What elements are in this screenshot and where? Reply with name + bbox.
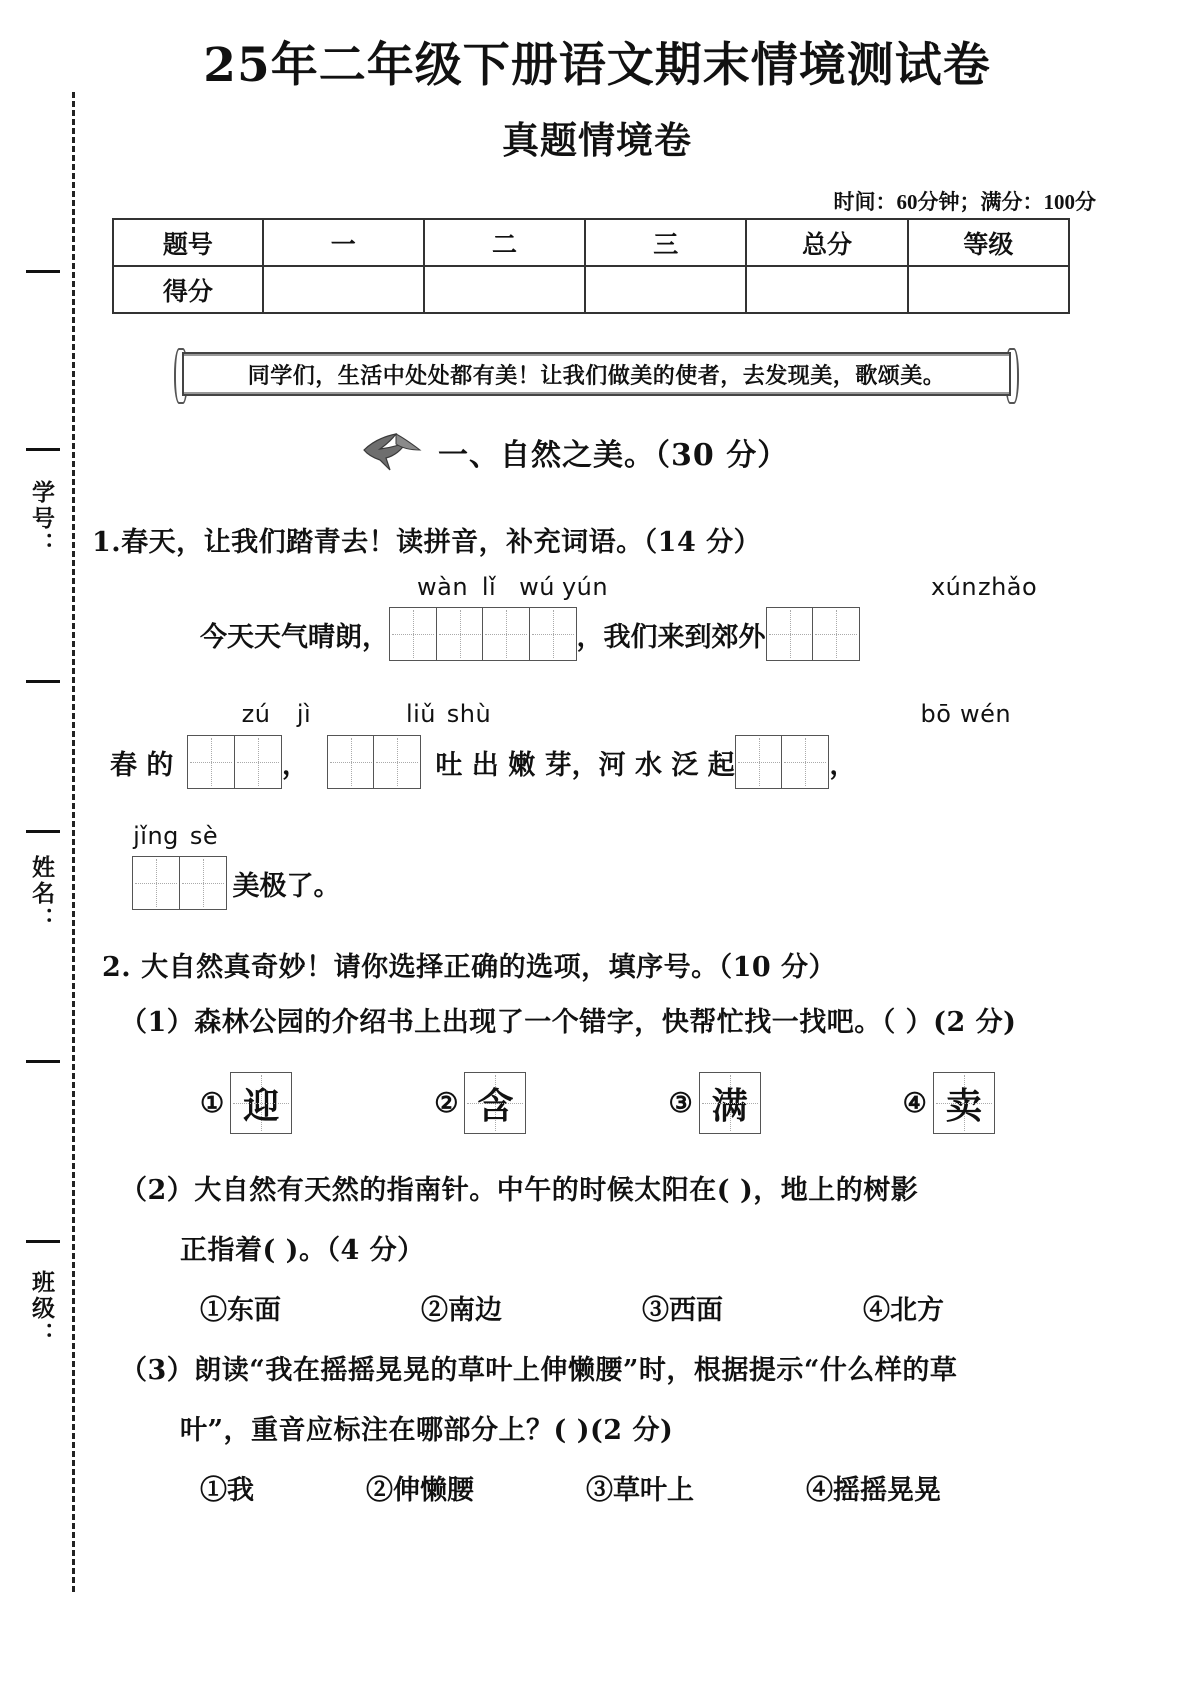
question-2-sub2-options	[200, 1288, 944, 1327]
margin-rule	[26, 1060, 60, 1063]
answer-grid[interactable]	[389, 607, 577, 661]
q1-line1-text-before: 今天天气晴朗，	[200, 621, 389, 653]
option-item[interactable]: ②伸懒腰	[366, 1475, 474, 1506]
answer-grid[interactable]	[735, 735, 830, 789]
grid-cell[interactable]	[529, 607, 577, 661]
q1-line2-text-middle1: ，	[281, 749, 309, 781]
grid-cell[interactable]	[179, 856, 227, 910]
q1-line1	[200, 607, 860, 661]
grid-cell[interactable]	[327, 735, 375, 789]
grid-cell	[699, 1072, 761, 1134]
table-row	[113, 266, 1069, 313]
score-cell[interactable]	[908, 266, 1069, 313]
section-one-heading	[360, 430, 788, 474]
option-item[interactable]	[903, 1072, 995, 1134]
option-item[interactable]	[200, 1072, 292, 1134]
page-title: 25年二年级下册语文期末情境测试卷	[203, 38, 991, 93]
option-label: ③	[668, 1087, 693, 1119]
option-item[interactable]: ③西面	[642, 1295, 723, 1326]
answer-grid[interactable]	[766, 607, 861, 661]
pinyin-syllable: wú	[519, 573, 555, 601]
grid-cell[interactable]	[436, 607, 484, 661]
q1-line2-pinyin-a	[232, 700, 328, 728]
question-2-sub1-options	[200, 1072, 995, 1134]
pinyin-syllable: zú	[241, 700, 271, 728]
question-2-prompt: 2. 大自然真奇妙！请你选择正确的选项，填序号。（10 分）	[102, 952, 837, 983]
option-char: 含	[477, 1084, 514, 1127]
q1-line3-text-after: 美极了。	[232, 870, 341, 902]
exam-page	[92, 0, 1191, 1684]
banner-text: 同学们，生活中处处都有美！让我们做美的使者，去发现美，歌颂美。	[247, 362, 946, 389]
dashed-cut-line	[72, 92, 75, 1592]
grid-cell[interactable]	[812, 607, 860, 661]
pinyin-syllable: zhǎo	[978, 573, 1038, 601]
option-char: 满	[711, 1084, 748, 1127]
question-2-sub1-text: （1）森林公园的介绍书上出现了一个错字，快帮忙找一找吧。（ ）(2 分)	[120, 1007, 1017, 1038]
q1-line2-pinyin-c	[912, 700, 1012, 728]
pinyin-syllable: xún	[930, 573, 978, 601]
student-name-label: 姓名：	[29, 855, 54, 933]
answer-grid[interactable]	[327, 735, 422, 789]
section-one-label: 一、自然之美。（30 分）	[438, 438, 789, 473]
pinyin-syllable: bō	[920, 700, 952, 728]
pinyin-syllable: jǐng	[133, 822, 179, 850]
grid-cell[interactable]	[766, 607, 814, 661]
q1-line2-text-before: 春 的	[110, 749, 174, 781]
grid-cell[interactable]	[735, 735, 783, 789]
option-item[interactable]: ①我	[200, 1475, 254, 1506]
option-label: ②	[434, 1087, 459, 1119]
option-char-box	[699, 1072, 761, 1134]
student-id-label: 学号：	[29, 480, 54, 558]
option-label: ①	[200, 1087, 225, 1119]
grid-cell	[230, 1072, 292, 1134]
margin-rule	[26, 270, 60, 273]
margin-rule	[26, 830, 60, 833]
grid-cell[interactable]	[187, 735, 235, 789]
score-table-col-grade: 等级	[908, 219, 1069, 266]
pinyin-syllable: wén	[960, 700, 1012, 728]
option-char: 卖	[945, 1084, 982, 1127]
option-item[interactable]: ③草叶上	[586, 1475, 694, 1506]
class-label: 班级：	[29, 1270, 54, 1348]
option-item[interactable]: ②南边	[421, 1295, 502, 1326]
pinyin-syllable: shù	[446, 700, 492, 728]
score-cell[interactable]	[263, 266, 424, 313]
score-cell[interactable]	[424, 266, 585, 313]
q1-line1-pinyin-b	[930, 573, 1038, 601]
option-label: ④	[902, 1087, 927, 1119]
option-char-box	[464, 1072, 526, 1134]
pinyin-syllable: sè	[189, 822, 219, 850]
binding-margin	[0, 0, 92, 1684]
option-item[interactable]: ④北方	[863, 1295, 944, 1326]
q1-line2-text-middle2: 吐 出 嫩 芽，河 水 泛 起	[435, 749, 735, 781]
q1-line2	[110, 735, 856, 789]
q1-line3	[132, 856, 341, 910]
q1-line2-text-after: ，	[829, 749, 857, 781]
answer-grid[interactable]	[187, 735, 282, 789]
scroll-banner	[174, 348, 1019, 400]
q1-line1-text-middle: ，我们来到郊外	[576, 621, 766, 653]
pinyin-syllable: liǔ	[405, 700, 437, 728]
pinyin-syllable: jì	[296, 700, 312, 728]
pinyin-syllable: yún	[561, 573, 609, 601]
swallow-bird-icon	[360, 430, 424, 474]
q1-line2-pinyin-b	[397, 700, 493, 728]
score-cell[interactable]	[585, 266, 746, 313]
q1-line3-pinyin	[132, 822, 228, 850]
margin-rule	[26, 680, 60, 683]
score-table-col-total: 总分	[746, 219, 907, 266]
question-2-sub3-options	[200, 1468, 941, 1507]
banner-body	[182, 352, 1011, 396]
score-table-col-3: 三	[585, 219, 746, 266]
question-2-sub3-line1: （3）朗读“我在摇摇晃晃的草叶上伸懒腰”时，根据提示“什么样的草	[120, 1355, 958, 1386]
score-table-col-2: 二	[424, 219, 585, 266]
grid-cell[interactable]	[234, 735, 282, 789]
option-item[interactable]	[668, 1072, 760, 1134]
question-2-sub2-line1: （2）大自然有天然的指南针。中午的时候太阳在( )，地上的树影	[120, 1175, 919, 1206]
grid-cell[interactable]	[482, 607, 530, 661]
question-1-prompt: 1.春天，让我们踏青去！读拼音，补充词语。（14 分）	[92, 527, 762, 558]
option-item[interactable]: ④摇摇晃晃	[806, 1475, 941, 1506]
grid-cell	[933, 1072, 995, 1134]
exam-meta-info: 时间：60分钟；满分：100分	[833, 190, 1096, 214]
grid-cell[interactable]	[781, 735, 829, 789]
grid-cell[interactable]	[389, 607, 437, 661]
pinyin-syllable: wàn	[417, 573, 469, 601]
margin-rule	[26, 1240, 60, 1243]
question-2-sub3-line2: 叶”，重音应标注在哪部分上？( )(2 分)	[180, 1415, 674, 1446]
page-subtitle: 真题情境卷	[502, 118, 692, 162]
q1-line1-pinyin-a	[417, 573, 609, 601]
table-row	[113, 219, 1069, 266]
option-char-box	[933, 1072, 995, 1134]
option-item[interactable]	[434, 1072, 526, 1134]
score-table-row-label: 题号	[113, 219, 263, 266]
margin-rule	[26, 448, 60, 451]
pinyin-syllable: lǐ	[481, 573, 497, 601]
option-char: 迎	[243, 1084, 280, 1127]
grid-cell[interactable]	[132, 856, 180, 910]
grid-cell	[464, 1072, 526, 1134]
score-table-col-1: 一	[263, 219, 424, 266]
question-2-sub2-line2: 正指着( )。（4 分）	[180, 1235, 425, 1266]
score-table-row-label: 得分	[113, 266, 263, 313]
option-char-box	[230, 1072, 292, 1134]
option-item[interactable]: ①东面	[200, 1295, 281, 1326]
answer-grid[interactable]	[132, 856, 227, 910]
score-table	[112, 218, 1070, 314]
grid-cell[interactable]	[373, 735, 421, 789]
score-cell[interactable]	[746, 266, 907, 313]
